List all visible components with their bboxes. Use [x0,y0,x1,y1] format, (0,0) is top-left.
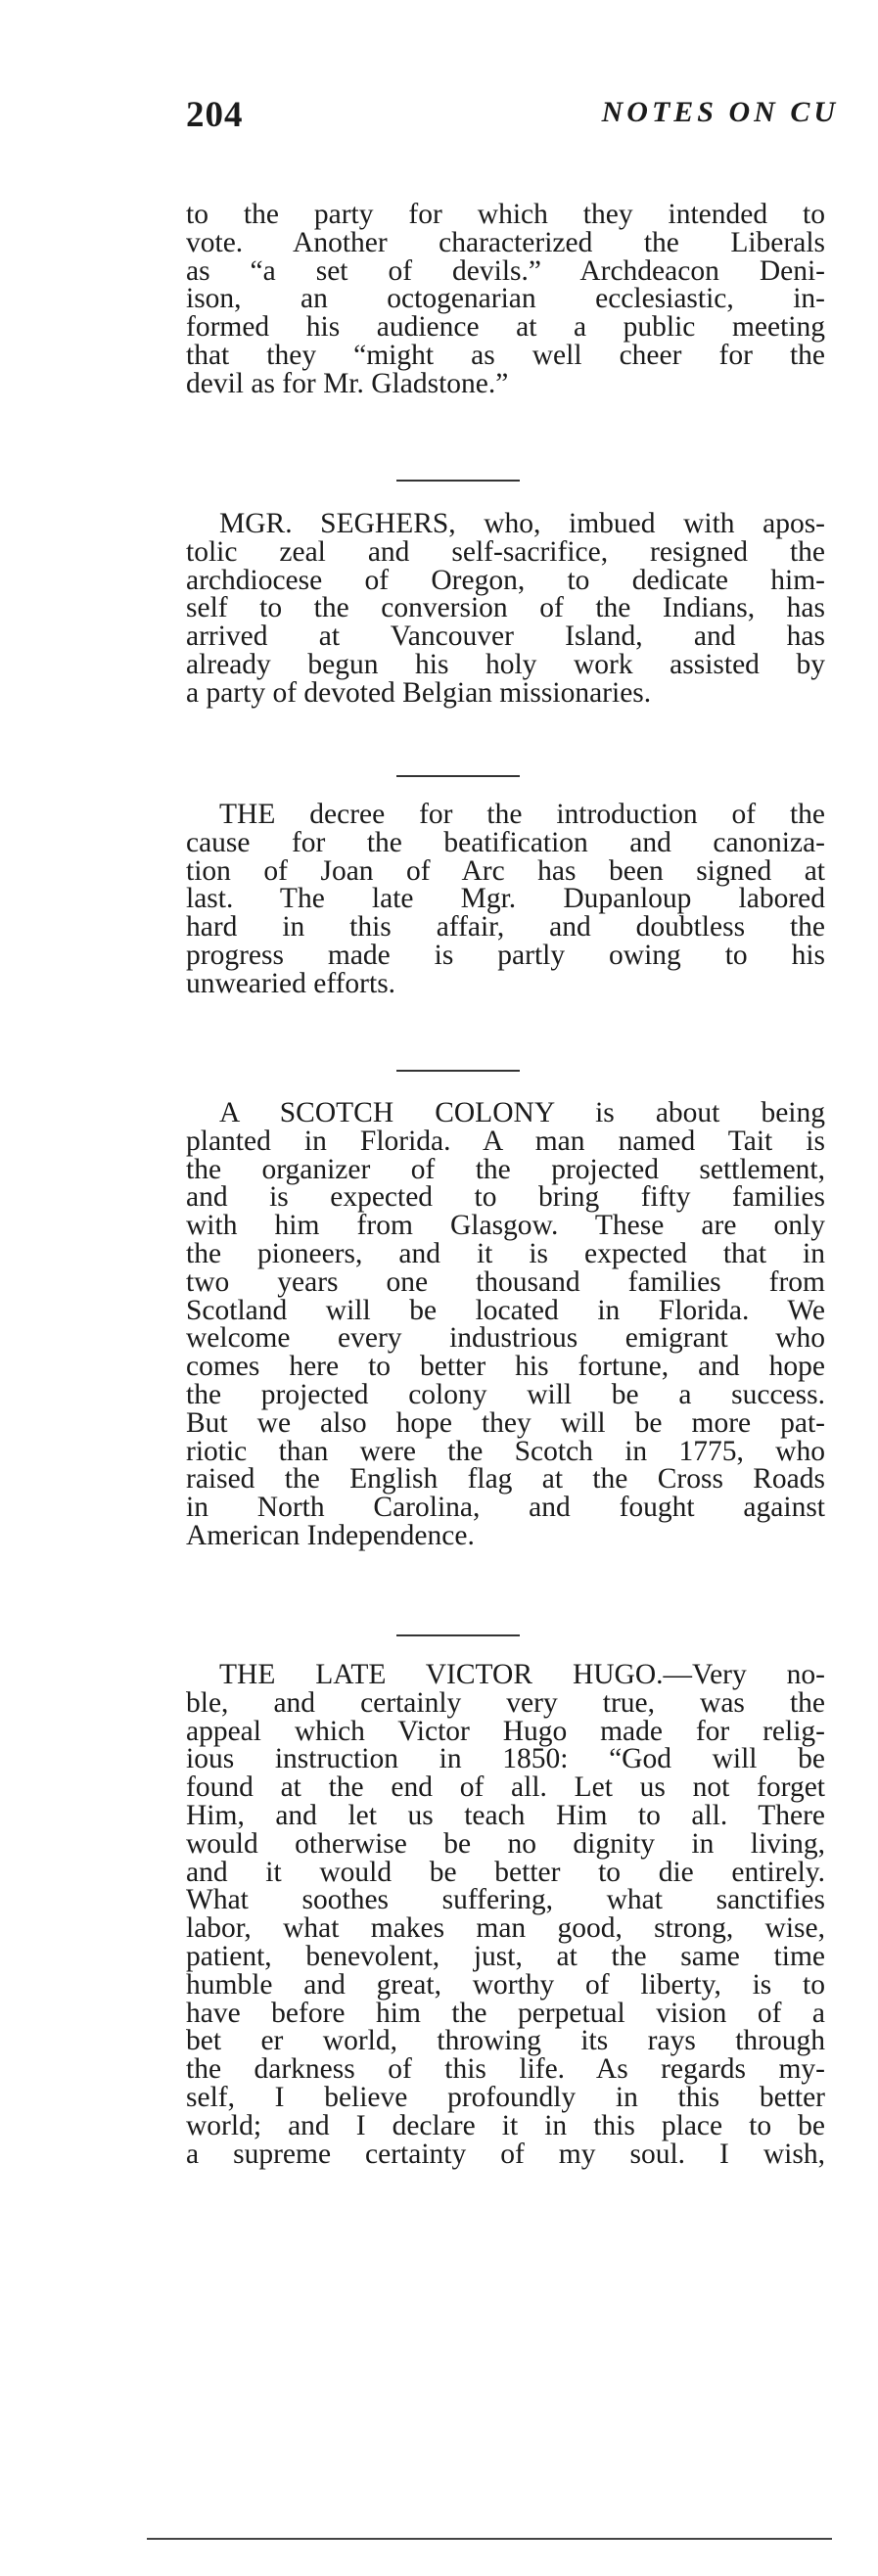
text-line: THE LATE VICTOR HUGO.—Very no- [219,1659,825,1690]
text-line: comes here to better his fortune, and hope [186,1351,825,1383]
text-line: last. The late Mgr. Dupanloup labored [186,883,825,915]
text-line: world; and I declare it in this place to be [186,2109,825,2141]
section-divider [396,1070,520,1072]
text-line: planted in Florida. A man named Tait is [186,1125,825,1157]
text-line: two years one thousand families from [186,1265,825,1298]
text-line: a supreme certainty of my soul. I wish, [186,2138,825,2170]
text-line: riotic than were the Scotch in 1775, who [186,1435,825,1467]
text-line: Him, and let us teach Him to all. There [186,1799,825,1831]
text-line: But we also hope they will be more pat- [186,1406,825,1439]
text-line: ble, and certainly very true, was the [186,1686,825,1719]
paragraph-joan-of-arc [186,801,825,998]
text-line: already begun his holy work assisted by [186,648,825,680]
text-line: as “a set of devils.” Archdeacon Deni- [186,254,825,287]
text-line: bet er world, throwing its rays through [186,2025,825,2057]
text-line: MGR. SEGHERS, who, imbued with apos- [219,508,825,539]
text-line: have before him the perpetual vision of a [186,1997,825,2029]
text-line: the projected colony will be a success. [186,1378,825,1410]
text-line: found at the end of all. Let us not forget [186,1771,825,1804]
text-line: that they “might as well cheer for the [186,339,825,371]
text-line: cause for the beatification and canoniza- [186,826,825,858]
text-line: self, I believe profoundly in this better [186,2081,825,2113]
text-line: devil as for Mr. Gladstone.” [186,367,509,399]
text-line: archdiocese of Oregon, to dedicate him- [186,564,825,596]
paragraph-party-vote [186,201,825,398]
text-line: unwearied efforts. [186,967,396,999]
text-line: a party of devoted Belgian missionaries. [186,676,652,709]
text-line: in North Carolina, and fought against [186,1492,825,1524]
text-line: to the party for which they intended to [186,199,825,230]
text-line: self to the conversion of the Indians, has [186,592,825,624]
text-line: patient, benevolent, just, at the same time [186,1940,825,1972]
text-line: tion of Joan of Arc has been signed at [186,854,825,887]
text-line: and is expected to bring fifty families [186,1181,825,1214]
text-line: appeal which Victor Hugo made for relig- [186,1715,825,1747]
text-line: welcome every industrious emigrant who [186,1322,825,1355]
page-header [186,94,839,141]
text-line: tolic zeal and self-sacrifice, resigned the [186,535,825,568]
text-line: arrived at Vancouver Island, and has [186,621,825,653]
text-line: labor, what makes man good, strong, wise, [186,1912,825,1945]
text-line: ison, an octogenarian ecclesiastic, in- [186,283,825,315]
text-line: progress made is partly owing to his [186,939,825,971]
page-number: 204 [186,95,244,135]
text-line: THE decree for the introduction of the [219,799,825,830]
text-line: with him from Glasgow. These are only [186,1210,825,1242]
section-divider [396,480,520,482]
text-line: the pioneers, and it is expected that in [186,1237,825,1269]
text-line: formed his audience at a public meeting [186,311,825,344]
running-head: NOTES ON CU [601,96,839,128]
text-line: A SCOTCH COLONY is about being [219,1097,825,1128]
text-line: humble and great, worthy of liberty, is to [186,1968,825,2001]
text-line: What soothes suffering, what sanctifies [186,1884,825,1916]
text-line: would otherwise be no dignity in living, [186,1827,825,1860]
text-line: the darkness of this life. As regards my- [186,2053,825,2086]
text-line: hard in this affair, and doubtless the [186,911,825,943]
section-divider [396,1634,520,1636]
text-line: and it would be better to die entirely. [186,1856,825,1888]
text-line: ious instruction in 1850: “God will be [186,1743,825,1775]
paragraph-victor-hugo [186,1661,825,2168]
text-line: Scotland will be located in Florida. We [186,1294,825,1326]
text-line: vote. Another characterized the Liberals [186,226,825,258]
paragraph-mgr-seghers [186,510,825,708]
paragraph-scotch-colony [186,1099,825,1550]
page-bottom-rule [147,2538,832,2540]
text-line: raised the English flag at the Cross Roads [186,1463,825,1495]
text-line: American Independence. [186,1519,475,1551]
section-divider [396,775,520,777]
text-line: the organizer of the projected settlement, [186,1153,825,1185]
